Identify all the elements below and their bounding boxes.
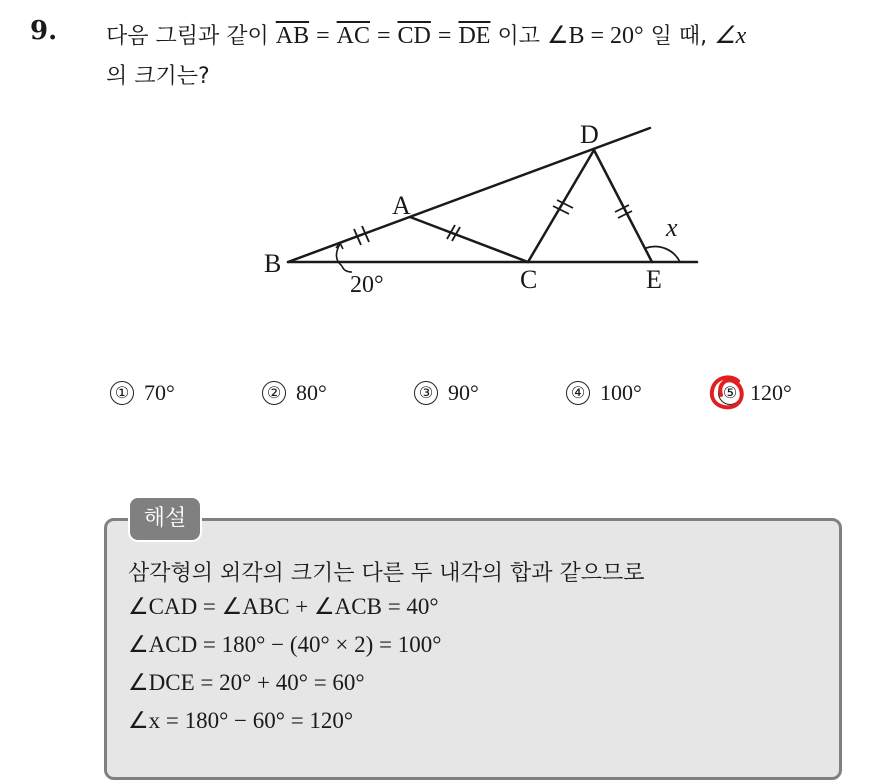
question-number: 9. [30, 16, 58, 46]
solution-line-3: ∠ACD = 180° − (40° × 2) = 100° [128, 632, 442, 657]
choice-1-value: 70° [144, 380, 175, 405]
label-e: E [646, 265, 662, 294]
choice-4[interactable] [566, 380, 642, 406]
choice-1[interactable] [110, 380, 175, 406]
choice-2-number: ② [262, 381, 286, 405]
segment-cd: $\overline{CD}$ [397, 23, 431, 49]
choice-3[interactable] [414, 380, 479, 406]
question-line2: 의 크기는? [106, 64, 210, 89]
choice-1-number: ① [110, 381, 134, 405]
choice-5-number: ⑤ [718, 381, 742, 405]
label-x: x [666, 213, 678, 242]
choice-2-value: 80° [296, 380, 327, 405]
choice-2[interactable] [262, 380, 327, 406]
choice-3-value: 90° [448, 380, 479, 405]
label-d: D [580, 120, 599, 149]
equals-2: = [377, 23, 391, 49]
label-angle-20: 20° [350, 272, 384, 298]
solution-line-1: 삼각형의 외각의 크기는 다른 두 내각의 합과 같으므로 [128, 561, 645, 586]
question-prefix: 다음 그림과 같이 [106, 24, 269, 49]
angle-condition: ∠B = 20° [546, 23, 644, 49]
equals-1: = [316, 23, 330, 49]
segment-de: $\overline{DE}$ [458, 23, 491, 49]
solution-line-2: ∠CAD = ∠ABC + ∠ACB = 40° [128, 594, 439, 619]
solution-line-5: ∠x = 180° − 60° = 120° [128, 708, 354, 733]
segment-ab: $\overline{AB}$ [275, 23, 310, 49]
target-angle: ∠x [714, 23, 747, 49]
question-mid: 이고 [497, 24, 540, 49]
label-a: A [392, 191, 411, 220]
choice-5-value: 120° [750, 380, 792, 405]
question-suffix: 일 때, [650, 24, 708, 49]
answer-circle-mark [708, 373, 746, 413]
solution-tag: 해설 [128, 496, 202, 542]
segment-d-e [594, 150, 652, 262]
choice-4-number: ④ [566, 381, 590, 405]
label-b: B [264, 249, 282, 278]
choice-3-number: ③ [414, 381, 438, 405]
segment-c-d [528, 150, 594, 262]
label-c: C [520, 265, 538, 294]
segment-a-c [410, 217, 528, 262]
choice-4-value: 100° [600, 380, 642, 405]
solution-line-4: ∠DCE = 20° + 40° = 60° [128, 670, 365, 695]
segment-ac: $\overline{AC}$ [336, 23, 370, 49]
equals-3: = [437, 23, 452, 49]
